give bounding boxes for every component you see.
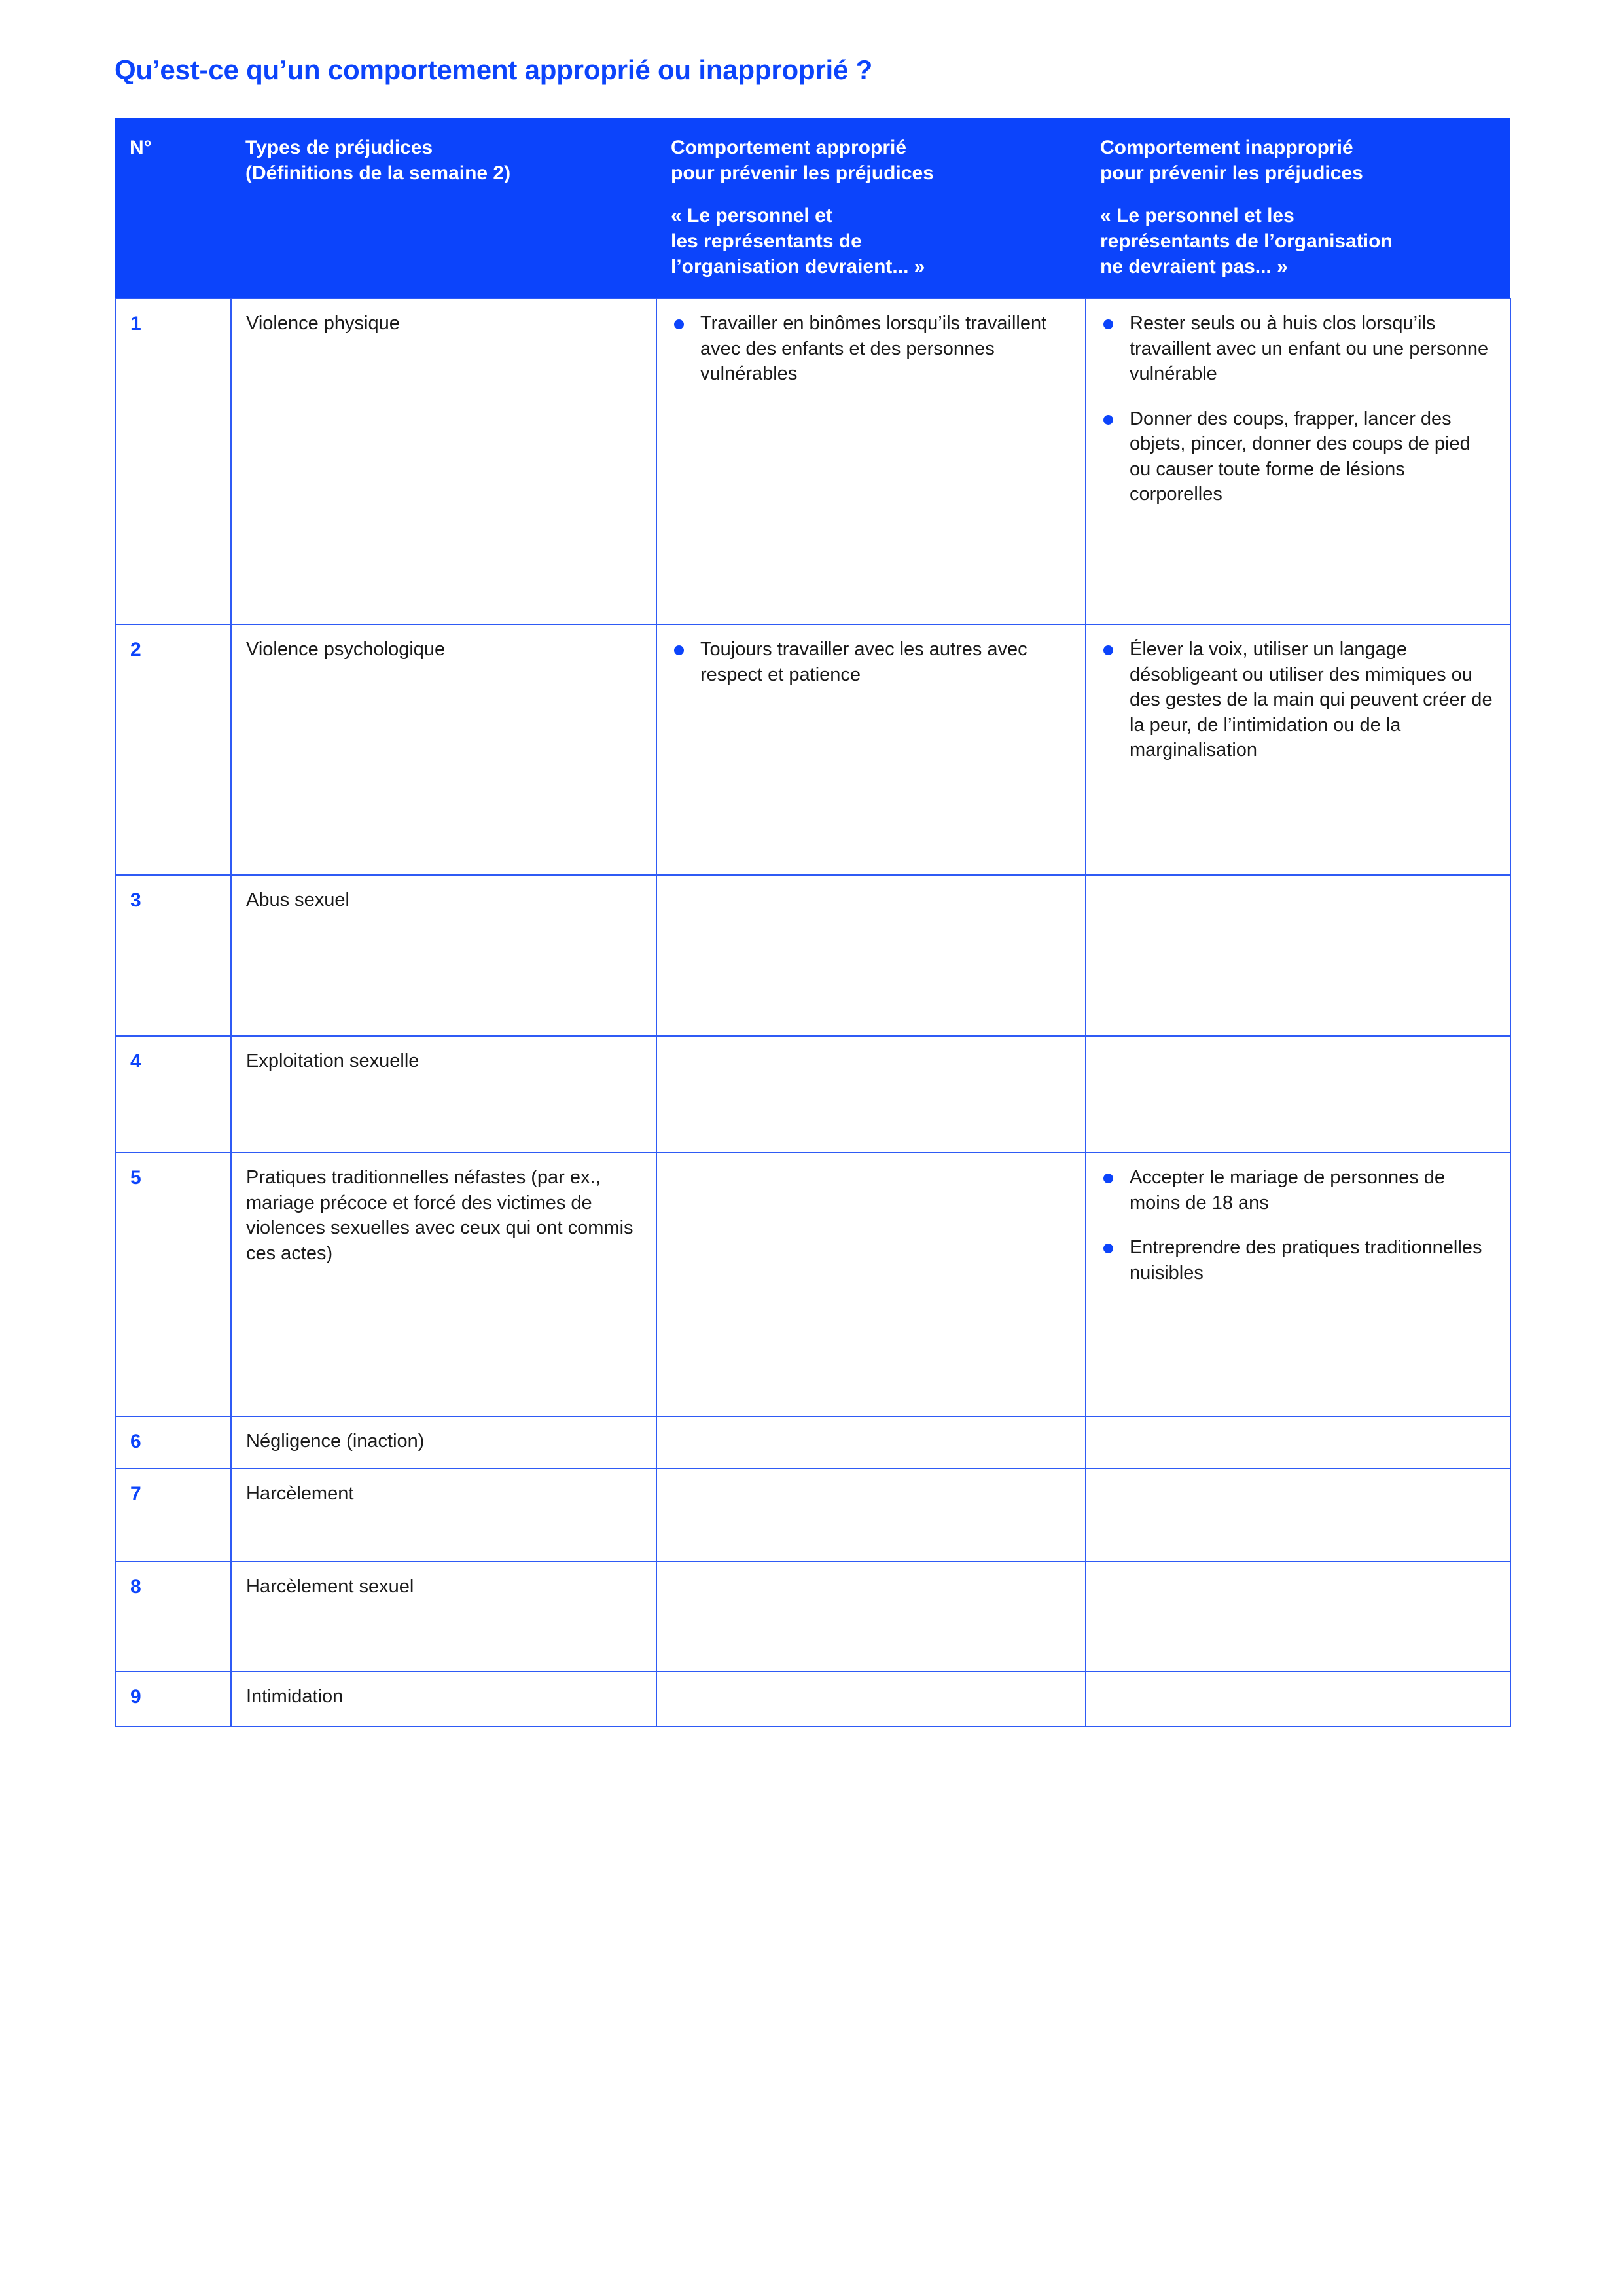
table-row — [115, 1672, 1510, 1727]
table-header-row — [115, 118, 1510, 298]
column-header-inappropriate-line2: pour prévenir les préjudices — [1100, 162, 1363, 184]
appropriate-behaviour-cell[interactable] — [656, 298, 1086, 624]
row-number: 3 — [115, 875, 231, 1036]
column-header-appropriate-behaviour — [656, 118, 1086, 298]
row-number: 2 — [115, 624, 231, 875]
row-number: 6 — [115, 1416, 231, 1469]
bullet-list — [1101, 1165, 1497, 1285]
table-row — [115, 1153, 1510, 1416]
bullet-item: Toujours travailler avec les autres avec respect et patience — [671, 637, 1072, 687]
appropriate-behaviour-cell[interactable] — [656, 1416, 1086, 1469]
table-row — [115, 624, 1510, 875]
appropriate-behaviour-cell[interactable] — [656, 1672, 1086, 1727]
appropriate-behaviour-cell[interactable] — [656, 1562, 1086, 1672]
bullet-list — [1101, 311, 1497, 507]
column-header-appropriate-line1: Comportement approprié — [671, 137, 907, 158]
table-row — [115, 1469, 1510, 1562]
column-header-inappropriate-line1: Comportement inapproprié — [1100, 137, 1353, 158]
table-row — [115, 298, 1510, 624]
bullet-list — [1101, 637, 1497, 763]
appropriate-behaviour-cell[interactable] — [656, 875, 1086, 1036]
column-header-number-label: N° — [130, 137, 152, 158]
bullet-list — [671, 637, 1072, 687]
inappropriate-behaviour-cell[interactable] — [1086, 1672, 1510, 1727]
harm-type-label: Harcèlement sexuel — [231, 1562, 656, 1672]
column-header-harm-types-line1: Types de préjudices — [245, 137, 433, 158]
table-row — [115, 1036, 1510, 1153]
harm-type-label: Négligence (inaction) — [231, 1416, 656, 1469]
column-header-appropriate-quote-line1: « Le personnel et — [671, 205, 832, 226]
inappropriate-behaviour-cell[interactable] — [1086, 1562, 1510, 1672]
bullet-item: Élever la voix, utiliser un langage désobligeant ou utiliser des mimiques ou des gestes de la main qui peuvent créer de la peur, de l’intimidation ou de la marginalisation — [1101, 637, 1497, 763]
harm-type-label: Violence physique — [231, 298, 656, 624]
column-header-inappropriate-quote-line3: ne devraient pas... » — [1100, 256, 1288, 278]
inappropriate-behaviour-cell[interactable] — [1086, 875, 1510, 1036]
row-number: 4 — [115, 1036, 231, 1153]
row-number: 1 — [115, 298, 231, 624]
inappropriate-behaviour-cell[interactable] — [1086, 1153, 1510, 1416]
harm-type-label: Abus sexuel — [231, 875, 656, 1036]
bullet-item: Travailler en binômes lorsqu’ils travaillent avec des enfants et des personnes vulnérables — [671, 311, 1072, 387]
bullet-list — [671, 311, 1072, 387]
column-header-number — [115, 118, 231, 298]
column-header-appropriate-quote-line2: les représentants de — [671, 230, 862, 252]
harm-type-label: Exploitation sexuelle — [231, 1036, 656, 1153]
harm-type-label: Pratiques traditionnelles néfastes (par ex., mariage précoce et forcé des victimes de violences sexuelles avec ceux qui ont commis ces actes) — [231, 1153, 656, 1416]
inappropriate-behaviour-cell[interactable] — [1086, 624, 1510, 875]
appropriate-behaviour-cell[interactable] — [656, 624, 1086, 875]
table-row — [115, 875, 1510, 1036]
harm-type-label: Harcèlement — [231, 1469, 656, 1562]
inappropriate-behaviour-cell[interactable] — [1086, 1469, 1510, 1562]
column-header-harm-types-line2: (Définitions de la semaine 2) — [245, 162, 511, 184]
inappropriate-behaviour-cell[interactable] — [1086, 298, 1510, 624]
bullet-item: Rester seuls ou à huis clos lorsqu’ils travaillent avec un enfant ou une personne vulnérable — [1101, 311, 1497, 387]
page-title: Qu’est-ce qu’un comportement approprié ou inapproprié ? — [115, 54, 873, 85]
bullet-item: Donner des coups, frapper, lancer des objets, pincer, donner des coups de pied ou causer toute forme de lésions corporelles — [1101, 406, 1497, 507]
row-number: 9 — [115, 1672, 231, 1727]
appropriate-behaviour-cell[interactable] — [656, 1036, 1086, 1153]
column-header-appropriate-line2: pour prévenir les préjudices — [671, 162, 934, 184]
harm-type-label: Violence psychologique — [231, 624, 656, 875]
column-header-inappropriate-quote-line1: « Le personnel et les — [1100, 205, 1294, 226]
harm-type-label: Intimidation — [231, 1672, 656, 1727]
table-row — [115, 1416, 1510, 1469]
row-number: 7 — [115, 1469, 231, 1562]
table-head — [115, 118, 1510, 298]
column-header-appropriate-quote-line3: l’organisation devraient... » — [671, 256, 925, 278]
appropriate-behaviour-cell[interactable] — [656, 1469, 1086, 1562]
appropriate-behaviour-cell[interactable] — [656, 1153, 1086, 1416]
bullet-item: Entreprendre des pratiques traditionnelles nuisibles — [1101, 1235, 1497, 1285]
inappropriate-behaviour-cell[interactable] — [1086, 1036, 1510, 1153]
column-header-harm-types — [231, 118, 656, 298]
row-number: 8 — [115, 1562, 231, 1672]
row-number: 5 — [115, 1153, 231, 1416]
column-header-inappropriate-quote-line2: représentants de l’organisation — [1100, 230, 1393, 252]
inappropriate-behaviour-cell[interactable] — [1086, 1416, 1510, 1469]
table-body — [115, 298, 1510, 1727]
bullet-item: Accepter le mariage de personnes de moins de 18 ans — [1101, 1165, 1497, 1215]
table-row — [115, 1562, 1510, 1672]
behaviour-table — [115, 118, 1511, 1727]
column-header-inappropriate-behaviour — [1086, 118, 1510, 298]
